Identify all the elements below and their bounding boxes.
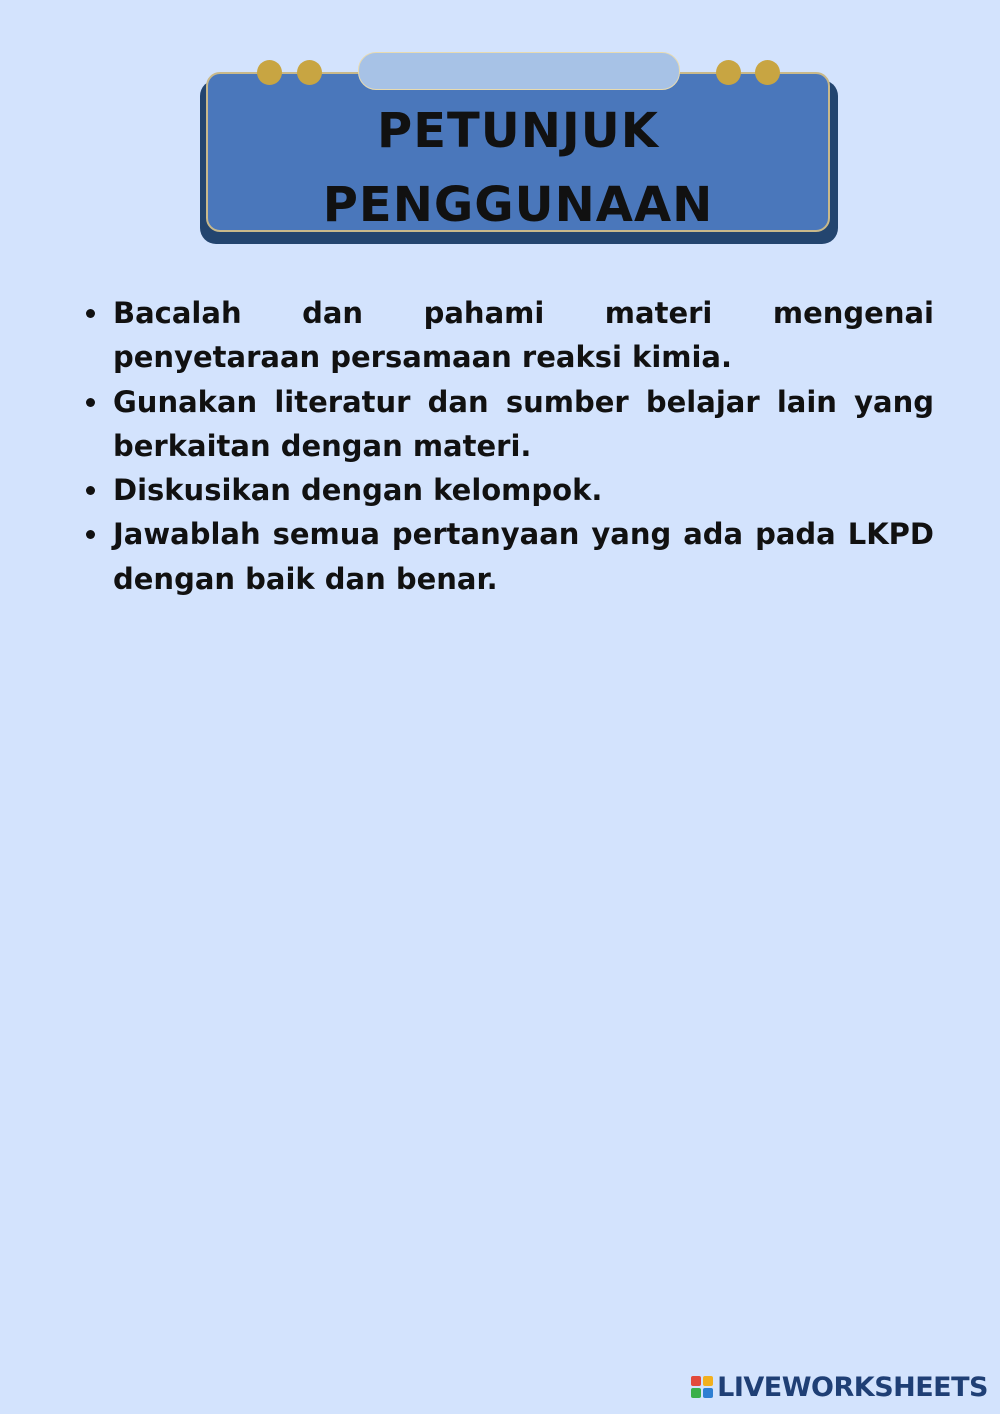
decorative-dot-icon xyxy=(257,60,282,85)
instruction-text: Gunakan literatur dan sumber belajar lain yang berkaitan dengan materi. xyxy=(113,384,934,463)
decorative-dot-icon xyxy=(297,60,322,85)
instruction-item xyxy=(84,291,934,380)
bullet-icon xyxy=(86,398,95,407)
instruction-item xyxy=(84,512,934,601)
bullet-icon xyxy=(86,486,95,495)
bullet-icon xyxy=(86,530,95,539)
page-title-line2: PENGGUNAAN xyxy=(322,177,714,233)
instruction-text: Diskusikan dengan kelompok. xyxy=(113,473,603,508)
page-title-line1: PETUNJUK xyxy=(377,103,659,159)
watermark-text: LIVEWORKSHEETS xyxy=(717,1371,988,1403)
instruction-item xyxy=(84,468,934,512)
page-title xyxy=(206,94,830,242)
liveworksheets-watermark xyxy=(691,1370,988,1404)
instruction-list xyxy=(84,291,934,601)
instruction-text: Jawablah semua pertanyaan yang ada pada LKPD dengan baik dan benar. xyxy=(113,517,934,596)
liveworksheets-logo-icon xyxy=(691,1376,713,1398)
decorative-dot-icon xyxy=(755,60,780,85)
header-top-tab xyxy=(358,52,680,90)
decorative-dot-icon xyxy=(716,60,741,85)
instruction-item xyxy=(84,380,934,469)
header-banner xyxy=(200,52,838,244)
instruction-text: Bacalah dan pahami materi mengenai penyetaraan persamaan reaksi kimia. xyxy=(113,296,934,375)
bullet-icon xyxy=(86,309,95,318)
